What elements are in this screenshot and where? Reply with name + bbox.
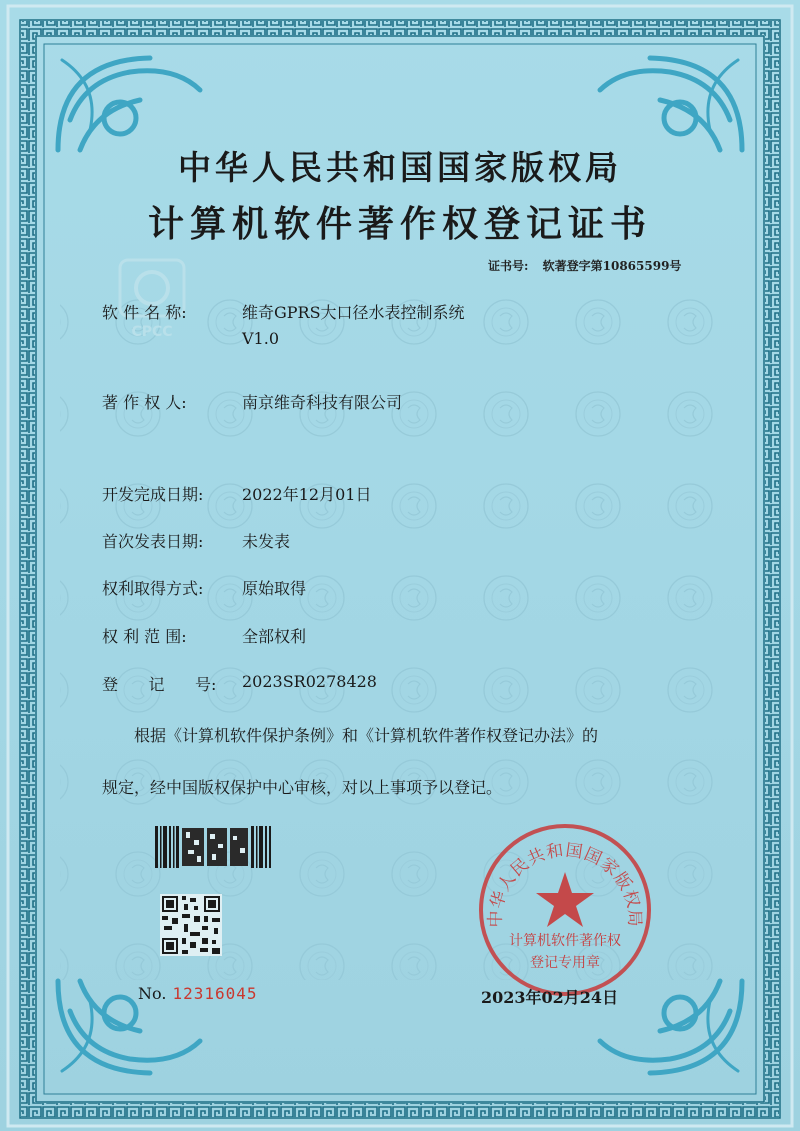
corner-ornament-top-right [600, 58, 742, 150]
cpcc-logo-text: CPCC [131, 324, 173, 340]
registration-statement [102, 710, 712, 814]
field-label: 软 件 名 称: [102, 303, 187, 322]
field-label: 首次发表日期: [102, 532, 204, 551]
field-registration-number [102, 672, 377, 695]
field-value: 原始取得 [242, 579, 307, 598]
official-seal [475, 820, 655, 1000]
field-publication-date [102, 529, 290, 552]
seal-star-icon [536, 872, 594, 927]
software-name-line2: V1.0 [242, 329, 279, 348]
field-label: 登 记 号: [102, 675, 217, 694]
issue-date: 2023年02月24日 [481, 988, 619, 1007]
field-label: 著 作 权 人: [102, 393, 187, 412]
corner-ornament-top-left [58, 58, 200, 150]
certificate-number-label: 证书号: [488, 259, 529, 273]
seal-line2: 登记专用章 [530, 955, 600, 971]
certificate-title: 计算机软件著作权登记证书 [147, 203, 652, 245]
field-value: 2022年12月01日 [242, 485, 372, 504]
field-acquisition-method [102, 576, 306, 599]
field-label: 权 利 范 围: [102, 627, 187, 646]
serial-number-value: 12316045 [172, 984, 258, 1003]
field-value: 南京维奇科技有限公司 [242, 393, 403, 412]
statement-line2: 规定，经中国版权保护中心审核，对以上事项予以登记。 [102, 778, 503, 797]
field-value: 未发表 [242, 532, 291, 551]
field-label: 权利取得方式: [102, 579, 204, 598]
issuing-authority: 中华人民共和国国家版权局 [178, 148, 622, 187]
field-value: 2023SR0278428 [242, 672, 377, 691]
field-copyright-owner [102, 390, 402, 413]
field-software-name [102, 300, 465, 348]
certificate-number-value: 软著登字第10865599号 [542, 259, 682, 273]
qr-code-icon [160, 894, 222, 956]
field-rights-scope [102, 624, 306, 647]
software-name-line1: 维奇GPRS大口径水表控制系统 [242, 303, 465, 322]
field-development-date [102, 482, 371, 505]
barcode-icon [155, 826, 271, 868]
field-value [242, 300, 465, 348]
seal-arc-text: 中华人民共和国国家版权局 [485, 840, 645, 928]
field-value: 全部权利 [242, 627, 307, 646]
serial-number [138, 984, 258, 1003]
field-label: 开发完成日期: [102, 485, 204, 504]
serial-number-label: No. [138, 984, 167, 1003]
certificate-number [488, 257, 728, 274]
statement-line1: 根据《计算机软件保护条例》和《计算机软件著作权登记办法》的 [134, 726, 599, 745]
seal-line1: 计算机软件著作权 [509, 933, 621, 949]
